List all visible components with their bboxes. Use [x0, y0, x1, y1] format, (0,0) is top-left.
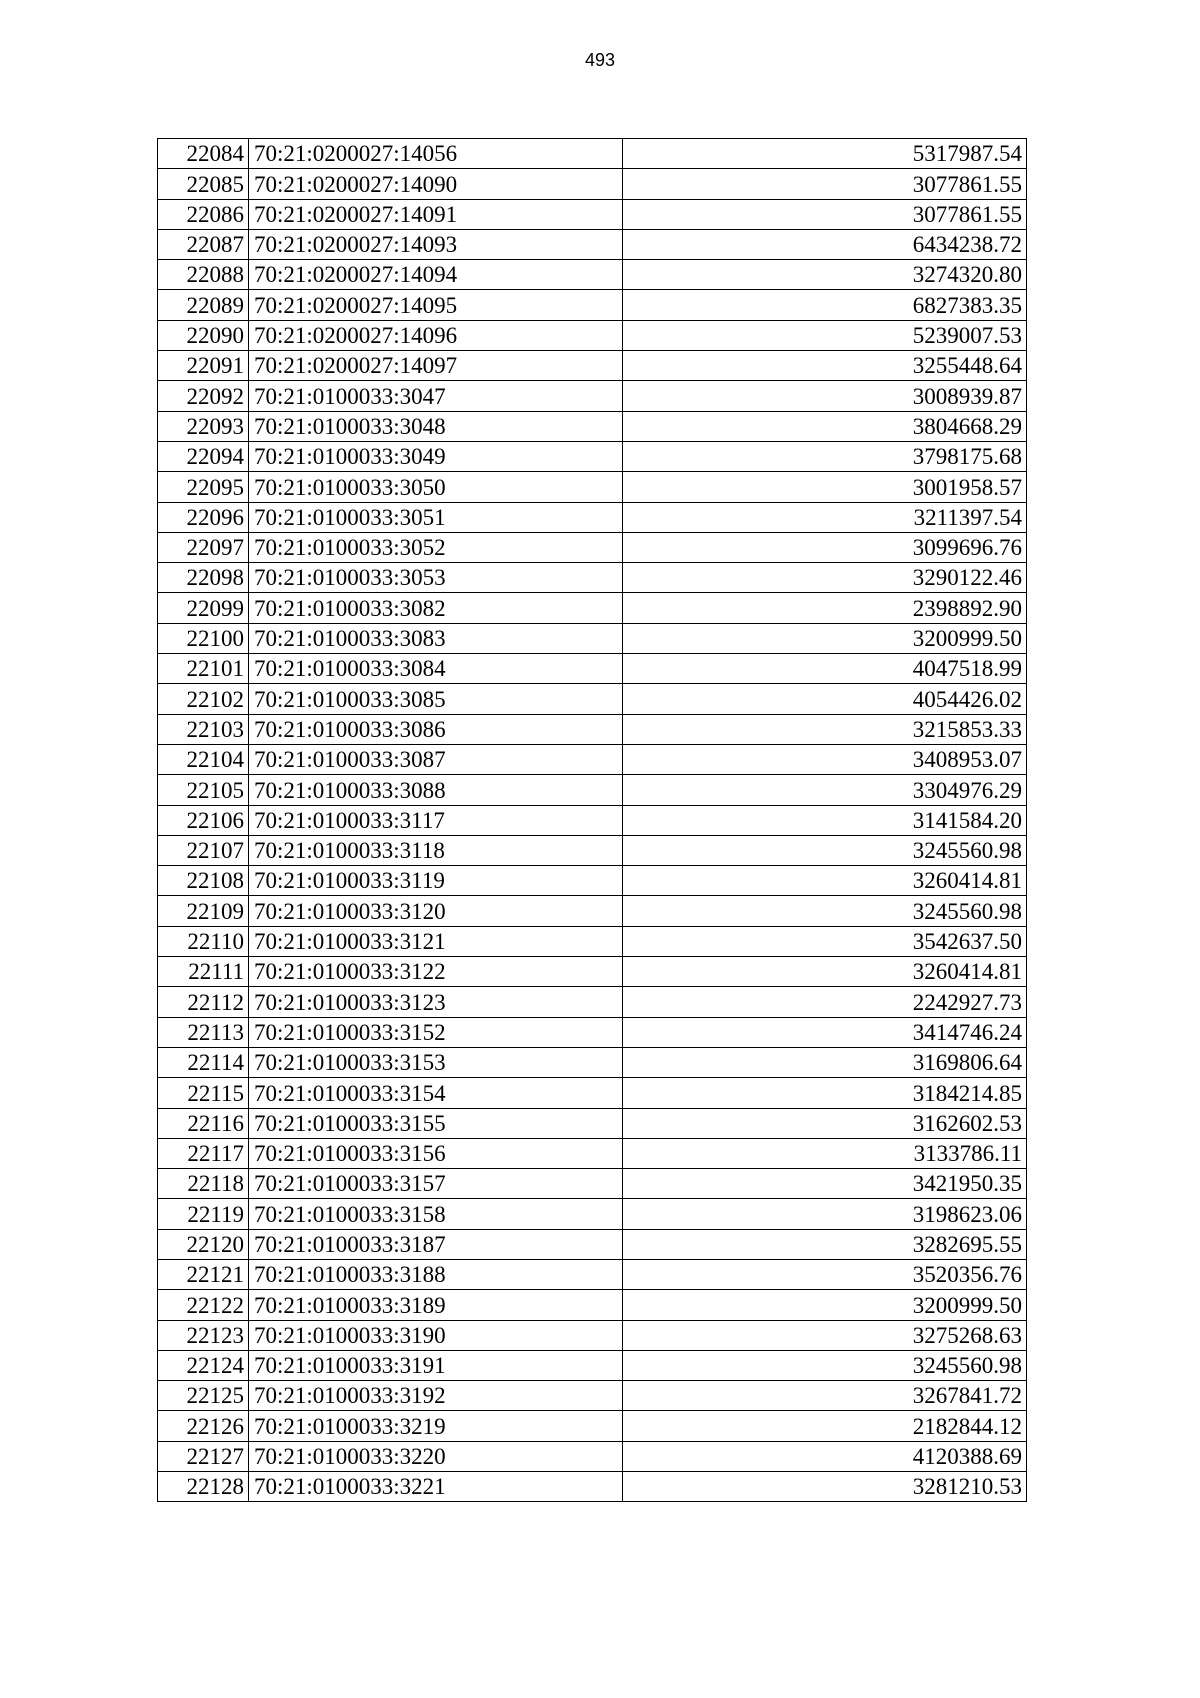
table-row	[158, 805, 1027, 835]
table-row	[158, 1047, 1027, 1077]
row-number-cell: 22089	[158, 290, 249, 320]
cadastral-number-cell: 70:21:0100033:3187	[249, 1229, 623, 1259]
cadastral-number-cell: 70:21:0100033:3053	[249, 563, 623, 593]
table-row	[158, 411, 1027, 441]
cadastral-value-cell: 3804668.29	[623, 411, 1027, 441]
row-number-cell: 22107	[158, 835, 249, 865]
cadastral-value-cell: 3200999.50	[623, 1290, 1027, 1320]
row-number-cell: 22095	[158, 472, 249, 502]
cadastral-value-cell: 3141584.20	[623, 805, 1027, 835]
cadastral-value-cell: 3414746.24	[623, 1017, 1027, 1047]
cadastral-number-cell: 70:21:0100033:3083	[249, 623, 623, 653]
table-row	[158, 199, 1027, 229]
cadastral-value-cell: 2182844.12	[623, 1411, 1027, 1441]
table-row	[158, 381, 1027, 411]
cadastral-value-cell: 3200999.50	[623, 623, 1027, 653]
cadastral-number-cell: 70:21:0100033:3122	[249, 957, 623, 987]
table-row	[158, 1381, 1027, 1411]
row-number-cell: 22128	[158, 1472, 249, 1502]
cadastral-number-cell: 70:21:0100033:3086	[249, 714, 623, 744]
cadastral-value-cell: 3260414.81	[623, 866, 1027, 896]
cadastral-number-cell: 70:21:0100033:3118	[249, 835, 623, 865]
table-row	[158, 714, 1027, 744]
cadastral-value-cell: 4054426.02	[623, 684, 1027, 714]
row-number-cell: 22088	[158, 260, 249, 290]
cadastral-value-table	[157, 138, 1027, 1502]
table-row	[158, 1229, 1027, 1259]
cadastral-value-cell: 3421950.35	[623, 1169, 1027, 1199]
cadastral-number-cell: 70:21:0100033:3050	[249, 472, 623, 502]
table-row	[158, 1138, 1027, 1168]
row-number-cell: 22098	[158, 563, 249, 593]
table-row	[158, 229, 1027, 259]
table-row	[158, 1078, 1027, 1108]
row-number-cell: 22084	[158, 139, 249, 169]
table-row	[158, 472, 1027, 502]
cadastral-number-cell: 70:21:0100033:3123	[249, 987, 623, 1017]
row-number-cell: 22102	[158, 684, 249, 714]
table-row	[158, 1320, 1027, 1350]
row-number-cell: 22103	[158, 714, 249, 744]
cadastral-number-cell: 70:21:0100033:3191	[249, 1350, 623, 1380]
table-row	[158, 1350, 1027, 1380]
cadastral-number-cell: 70:21:0100033:3192	[249, 1381, 623, 1411]
cadastral-value-cell: 3211397.54	[623, 502, 1027, 532]
cadastral-number-cell: 70:21:0200027:14093	[249, 229, 623, 259]
row-number-cell: 22117	[158, 1138, 249, 1168]
row-number-cell: 22120	[158, 1229, 249, 1259]
row-number-cell: 22113	[158, 1017, 249, 1047]
cadastral-value-cell: 3162602.53	[623, 1108, 1027, 1138]
cadastral-value-cell: 3215853.33	[623, 714, 1027, 744]
table-row	[158, 623, 1027, 653]
row-number-cell: 22110	[158, 926, 249, 956]
cadastral-number-cell: 70:21:0100033:3048	[249, 411, 623, 441]
row-number-cell: 22085	[158, 169, 249, 199]
cadastral-value-cell: 6827383.35	[623, 290, 1027, 320]
cadastral-number-cell: 70:21:0100033:3049	[249, 441, 623, 471]
cadastral-value-cell: 3008939.87	[623, 381, 1027, 411]
cadastral-number-cell: 70:21:0100033:3121	[249, 926, 623, 956]
table-row	[158, 1472, 1027, 1502]
cadastral-value-cell: 3099696.76	[623, 532, 1027, 562]
row-number-cell: 22106	[158, 805, 249, 835]
cadastral-value-cell: 4120388.69	[623, 1441, 1027, 1471]
table-row	[158, 1108, 1027, 1138]
row-number-cell: 22124	[158, 1350, 249, 1380]
cadastral-number-cell: 70:21:0100033:3219	[249, 1411, 623, 1441]
table-row	[158, 1199, 1027, 1229]
cadastral-value-cell: 5239007.53	[623, 320, 1027, 350]
cadastral-number-cell: 70:21:0100033:3119	[249, 866, 623, 896]
cadastral-number-cell: 70:21:0100033:3158	[249, 1199, 623, 1229]
table-row	[158, 532, 1027, 562]
cadastral-number-cell: 70:21:0200027:14056	[249, 139, 623, 169]
cadastral-value-cell: 3198623.06	[623, 1199, 1027, 1229]
cadastral-number-cell: 70:21:0100033:3190	[249, 1320, 623, 1350]
row-number-cell: 22114	[158, 1047, 249, 1077]
cadastral-value-cell: 3184214.85	[623, 1078, 1027, 1108]
table-body	[158, 139, 1027, 1502]
table-row	[158, 654, 1027, 684]
table-row	[158, 957, 1027, 987]
row-number-cell: 22115	[158, 1078, 249, 1108]
cadastral-number-cell: 70:21:0100033:3221	[249, 1472, 623, 1502]
row-number-cell: 22091	[158, 351, 249, 381]
cadastral-number-cell: 70:21:0100033:3120	[249, 896, 623, 926]
row-number-cell: 22123	[158, 1320, 249, 1350]
cadastral-value-cell: 3077861.55	[623, 169, 1027, 199]
row-number-cell: 22100	[158, 623, 249, 653]
cadastral-number-cell: 70:21:0100033:3220	[249, 1441, 623, 1471]
table-row	[158, 290, 1027, 320]
table-row	[158, 684, 1027, 714]
cadastral-number-cell: 70:21:0200027:14096	[249, 320, 623, 350]
table-row	[158, 1259, 1027, 1289]
cadastral-value-cell: 3255448.64	[623, 351, 1027, 381]
cadastral-number-cell: 70:21:0200027:14097	[249, 351, 623, 381]
cadastral-value-cell: 4047518.99	[623, 654, 1027, 684]
table-row	[158, 139, 1027, 169]
cadastral-value-cell: 3260414.81	[623, 957, 1027, 987]
cadastral-value-cell: 6434238.72	[623, 229, 1027, 259]
cadastral-number-cell: 70:21:0100033:3088	[249, 775, 623, 805]
row-number-cell: 22112	[158, 987, 249, 1017]
cadastral-value-cell: 2242927.73	[623, 987, 1027, 1017]
table-row	[158, 563, 1027, 593]
row-number-cell: 22121	[158, 1259, 249, 1289]
cadastral-number-cell: 70:21:0200027:14095	[249, 290, 623, 320]
cadastral-number-cell: 70:21:0200027:14094	[249, 260, 623, 290]
table-row	[158, 169, 1027, 199]
cadastral-value-cell: 3281210.53	[623, 1472, 1027, 1502]
cadastral-number-cell: 70:21:0100033:3047	[249, 381, 623, 411]
row-number-cell: 22119	[158, 1199, 249, 1229]
table-row	[158, 1441, 1027, 1471]
cadastral-number-cell: 70:21:0100033:3155	[249, 1108, 623, 1138]
cadastral-number-cell: 70:21:0100033:3117	[249, 805, 623, 835]
row-number-cell: 22111	[158, 957, 249, 987]
cadastral-value-cell: 3001958.57	[623, 472, 1027, 502]
row-number-cell: 22086	[158, 199, 249, 229]
row-number-cell: 22104	[158, 744, 249, 774]
row-number-cell: 22118	[158, 1169, 249, 1199]
row-number-cell: 22105	[158, 775, 249, 805]
row-number-cell: 22108	[158, 866, 249, 896]
row-number-cell: 22126	[158, 1411, 249, 1441]
cadastral-value-cell: 3077861.55	[623, 199, 1027, 229]
cadastral-value-cell: 3798175.68	[623, 441, 1027, 471]
row-number-cell: 22109	[158, 896, 249, 926]
cadastral-value-cell: 3520356.76	[623, 1259, 1027, 1289]
row-number-cell: 22090	[158, 320, 249, 350]
row-number-cell: 22093	[158, 411, 249, 441]
table-row	[158, 1017, 1027, 1047]
cadastral-value-cell: 3245560.98	[623, 896, 1027, 926]
table-row	[158, 896, 1027, 926]
cadastral-number-cell: 70:21:0100033:3188	[249, 1259, 623, 1289]
row-number-cell: 22127	[158, 1441, 249, 1471]
row-number-cell: 22116	[158, 1108, 249, 1138]
row-number-cell: 22097	[158, 532, 249, 562]
table-row	[158, 593, 1027, 623]
cadastral-value-cell: 3282695.55	[623, 1229, 1027, 1259]
cadastral-number-cell: 70:21:0100033:3087	[249, 744, 623, 774]
table-row	[158, 835, 1027, 865]
cadastral-value-cell: 5317987.54	[623, 139, 1027, 169]
cadastral-value-cell: 3245560.98	[623, 1350, 1027, 1380]
cadastral-number-cell: 70:21:0100033:3051	[249, 502, 623, 532]
cadastral-value-cell: 3408953.07	[623, 744, 1027, 774]
cadastral-value-cell: 3290122.46	[623, 563, 1027, 593]
row-number-cell: 22125	[158, 1381, 249, 1411]
cadastral-number-cell: 70:21:0100033:3082	[249, 593, 623, 623]
cadastral-value-cell: 3245560.98	[623, 835, 1027, 865]
cadastral-value-cell: 3267841.72	[623, 1381, 1027, 1411]
cadastral-number-cell: 70:21:0100033:3157	[249, 1169, 623, 1199]
cadastral-number-cell: 70:21:0100033:3085	[249, 684, 623, 714]
row-number-cell: 22092	[158, 381, 249, 411]
cadastral-number-cell: 70:21:0100033:3156	[249, 1138, 623, 1168]
cadastral-number-cell: 70:21:0100033:3154	[249, 1078, 623, 1108]
cadastral-value-cell: 3274320.80	[623, 260, 1027, 290]
table-row	[158, 351, 1027, 381]
cadastral-number-cell: 70:21:0100033:3052	[249, 532, 623, 562]
row-number-cell: 22099	[158, 593, 249, 623]
row-number-cell: 22096	[158, 502, 249, 532]
row-number-cell: 22101	[158, 654, 249, 684]
page-number: 493	[584, 50, 616, 70]
cadastral-value-cell: 3133786.11	[623, 1138, 1027, 1168]
table-row	[158, 502, 1027, 532]
cadastral-number-cell: 70:21:0200027:14090	[249, 169, 623, 199]
cadastral-number-cell: 70:21:0100033:3153	[249, 1047, 623, 1077]
row-number-cell: 22094	[158, 441, 249, 471]
row-number-cell: 22087	[158, 229, 249, 259]
cadastral-value-cell: 3275268.63	[623, 1320, 1027, 1350]
table-row	[158, 926, 1027, 956]
cadastral-number-cell: 70:21:0200027:14091	[249, 199, 623, 229]
row-number-cell: 22122	[158, 1290, 249, 1320]
table-row	[158, 775, 1027, 805]
cadastral-number-cell: 70:21:0100033:3152	[249, 1017, 623, 1047]
cadastral-value-cell: 3169806.64	[623, 1047, 1027, 1077]
table-row	[158, 441, 1027, 471]
cadastral-value-cell: 2398892.90	[623, 593, 1027, 623]
table-row	[158, 320, 1027, 350]
table-row	[158, 260, 1027, 290]
table-row	[158, 1169, 1027, 1199]
cadastral-number-cell: 70:21:0100033:3084	[249, 654, 623, 684]
cadastral-value-cell: 3304976.29	[623, 775, 1027, 805]
table-row	[158, 866, 1027, 896]
table-row	[158, 987, 1027, 1017]
table-row	[158, 744, 1027, 774]
cadastral-value-cell: 3542637.50	[623, 926, 1027, 956]
cadastral-number-cell: 70:21:0100033:3189	[249, 1290, 623, 1320]
table-row	[158, 1290, 1027, 1320]
table-row	[158, 1411, 1027, 1441]
